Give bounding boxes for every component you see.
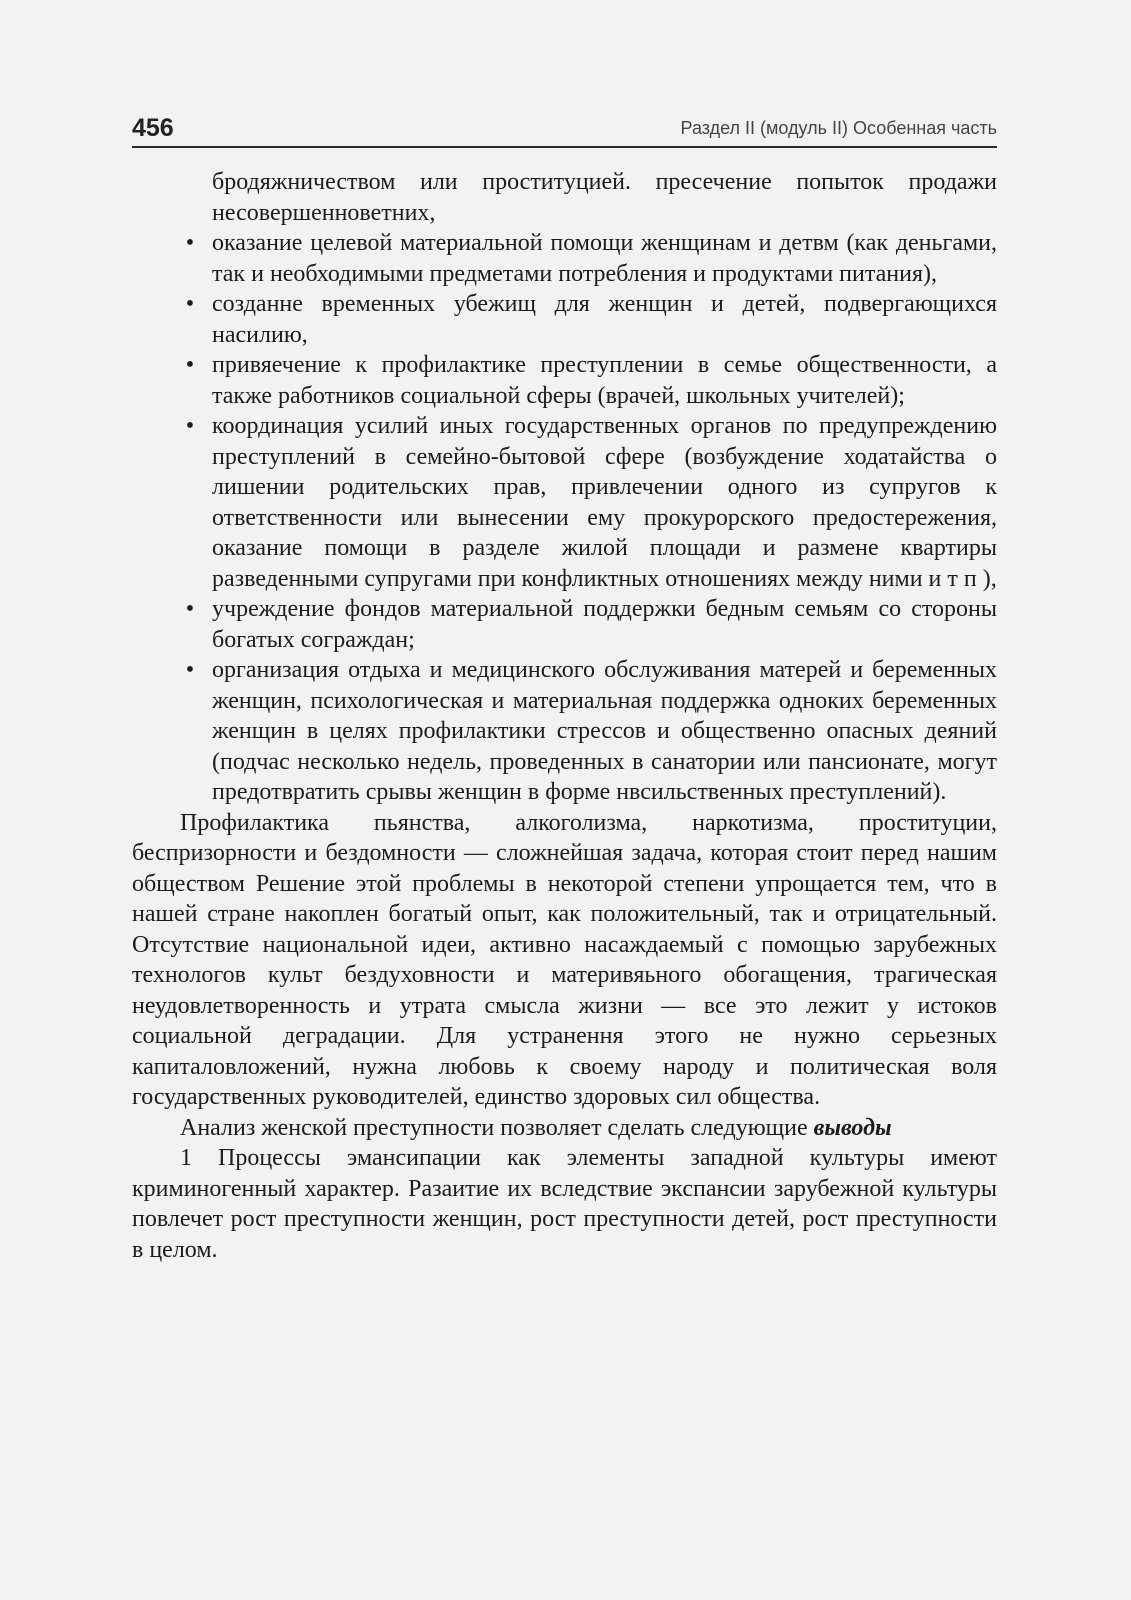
list-item-text: созданне временных убежищ для женщин и детей, подвергающихся насилию, — [212, 291, 997, 348]
page-header — [132, 112, 997, 148]
page-number: 456 — [132, 114, 174, 142]
list-item-text: бродяжничеством или проституцией. пресечение попыток продажи несовершенноветних, — [212, 169, 997, 226]
paragraph-conclusion-1: 1 Процессы эмансипации как элементы западной культуры имеют криминогенный характер. Разaитие их вследствие экспансии зарубежной культуры повлечет рост преступности женщин, рост преступности детей, рост преступности в целом. — [132, 1145, 997, 1263]
list-item-text: учреждение фондов материальной поддержки бедным семьям со стороны богатых сограждан; — [212, 596, 997, 653]
list-item — [132, 594, 997, 655]
list-item-text: привяечение к профилактике преступлении в семье общественности, а также работников социальной сферы (врачей, школьных учителей); — [212, 352, 997, 409]
list-item — [132, 411, 997, 594]
paragraph-text: Анализ женской преступности позволяет сделать следующие — [180, 1114, 814, 1141]
running-head: Раздел II (модуль II) Особенная часть — [680, 118, 997, 138]
bullet-icon: • — [185, 291, 195, 317]
bullet-icon: • — [185, 413, 195, 439]
list-item-text: координация усилий иных государственных органов по предупреждению преступлений в семейно-бытовой сфере (возбуждение ходатайства о лишении родительских прав, привлечении одного из супругов к ответственности или вынесении ему прокурорского предостережения, оказание помощи в разделе жилой площади и размене квартиры разведенными супругами при конфликтных отношениях между ними и т п ), — [212, 413, 997, 592]
bullet-list — [132, 167, 997, 808]
paragraph-conclusions-intro — [132, 1113, 997, 1144]
paragraph-prevention: Профилактика пьянства, алкоголизма, наркотизма, проституции, беспризорности и бездомности — сложнейшая задача, которая стоит перед нашим обществом Решение этой проблемы в некоторой степени упрощается тем, что в нашей стране накоплен богатый опыт, как положительный, так и отрицательный. Отсутствие национальной идеи, активно насаждаемый с помощью зарубежных технологов культ бездуховности и материвяьного обогащения, трагическая неудовлетворенность и утрата смысла жизни — все это лежит у истоков социальной деградации. Для устранення этого не нужно серьезных капиталовложений, нужна любовь к своему народу и политическая воля государственных руководителей, единство здоровых сил общества. — [132, 809, 997, 1110]
bullet-icon: • — [185, 657, 195, 683]
list-item — [132, 228, 997, 289]
bullet-icon: • — [185, 596, 195, 622]
emphasis-conclusions: выводы — [813, 1114, 892, 1141]
list-item — [132, 350, 997, 411]
bullet-icon: • — [185, 230, 195, 256]
bullet-icon: • — [185, 352, 195, 378]
page-body — [132, 167, 997, 1265]
list-item-continuation — [132, 167, 997, 228]
list-item-text: организация отдыха и медицинского обслуживания матерей и беременных женщин, психологическая и материальная поддержка одноких беременных женщин в целях профилактики стрессов и общественно опасных деяний (подчас несколько недель, проведенных в санатории или пансионате, могут предотвратить срывы женщин в форме нвсильственных преступлений). — [212, 657, 997, 805]
list-item — [132, 289, 997, 350]
list-item-text: оказание целевой материальной помощи женщинам и детвм (как деньгами, так и необходимыми предметами потребления и продуктами питания), — [212, 230, 997, 287]
list-item — [132, 655, 997, 808]
